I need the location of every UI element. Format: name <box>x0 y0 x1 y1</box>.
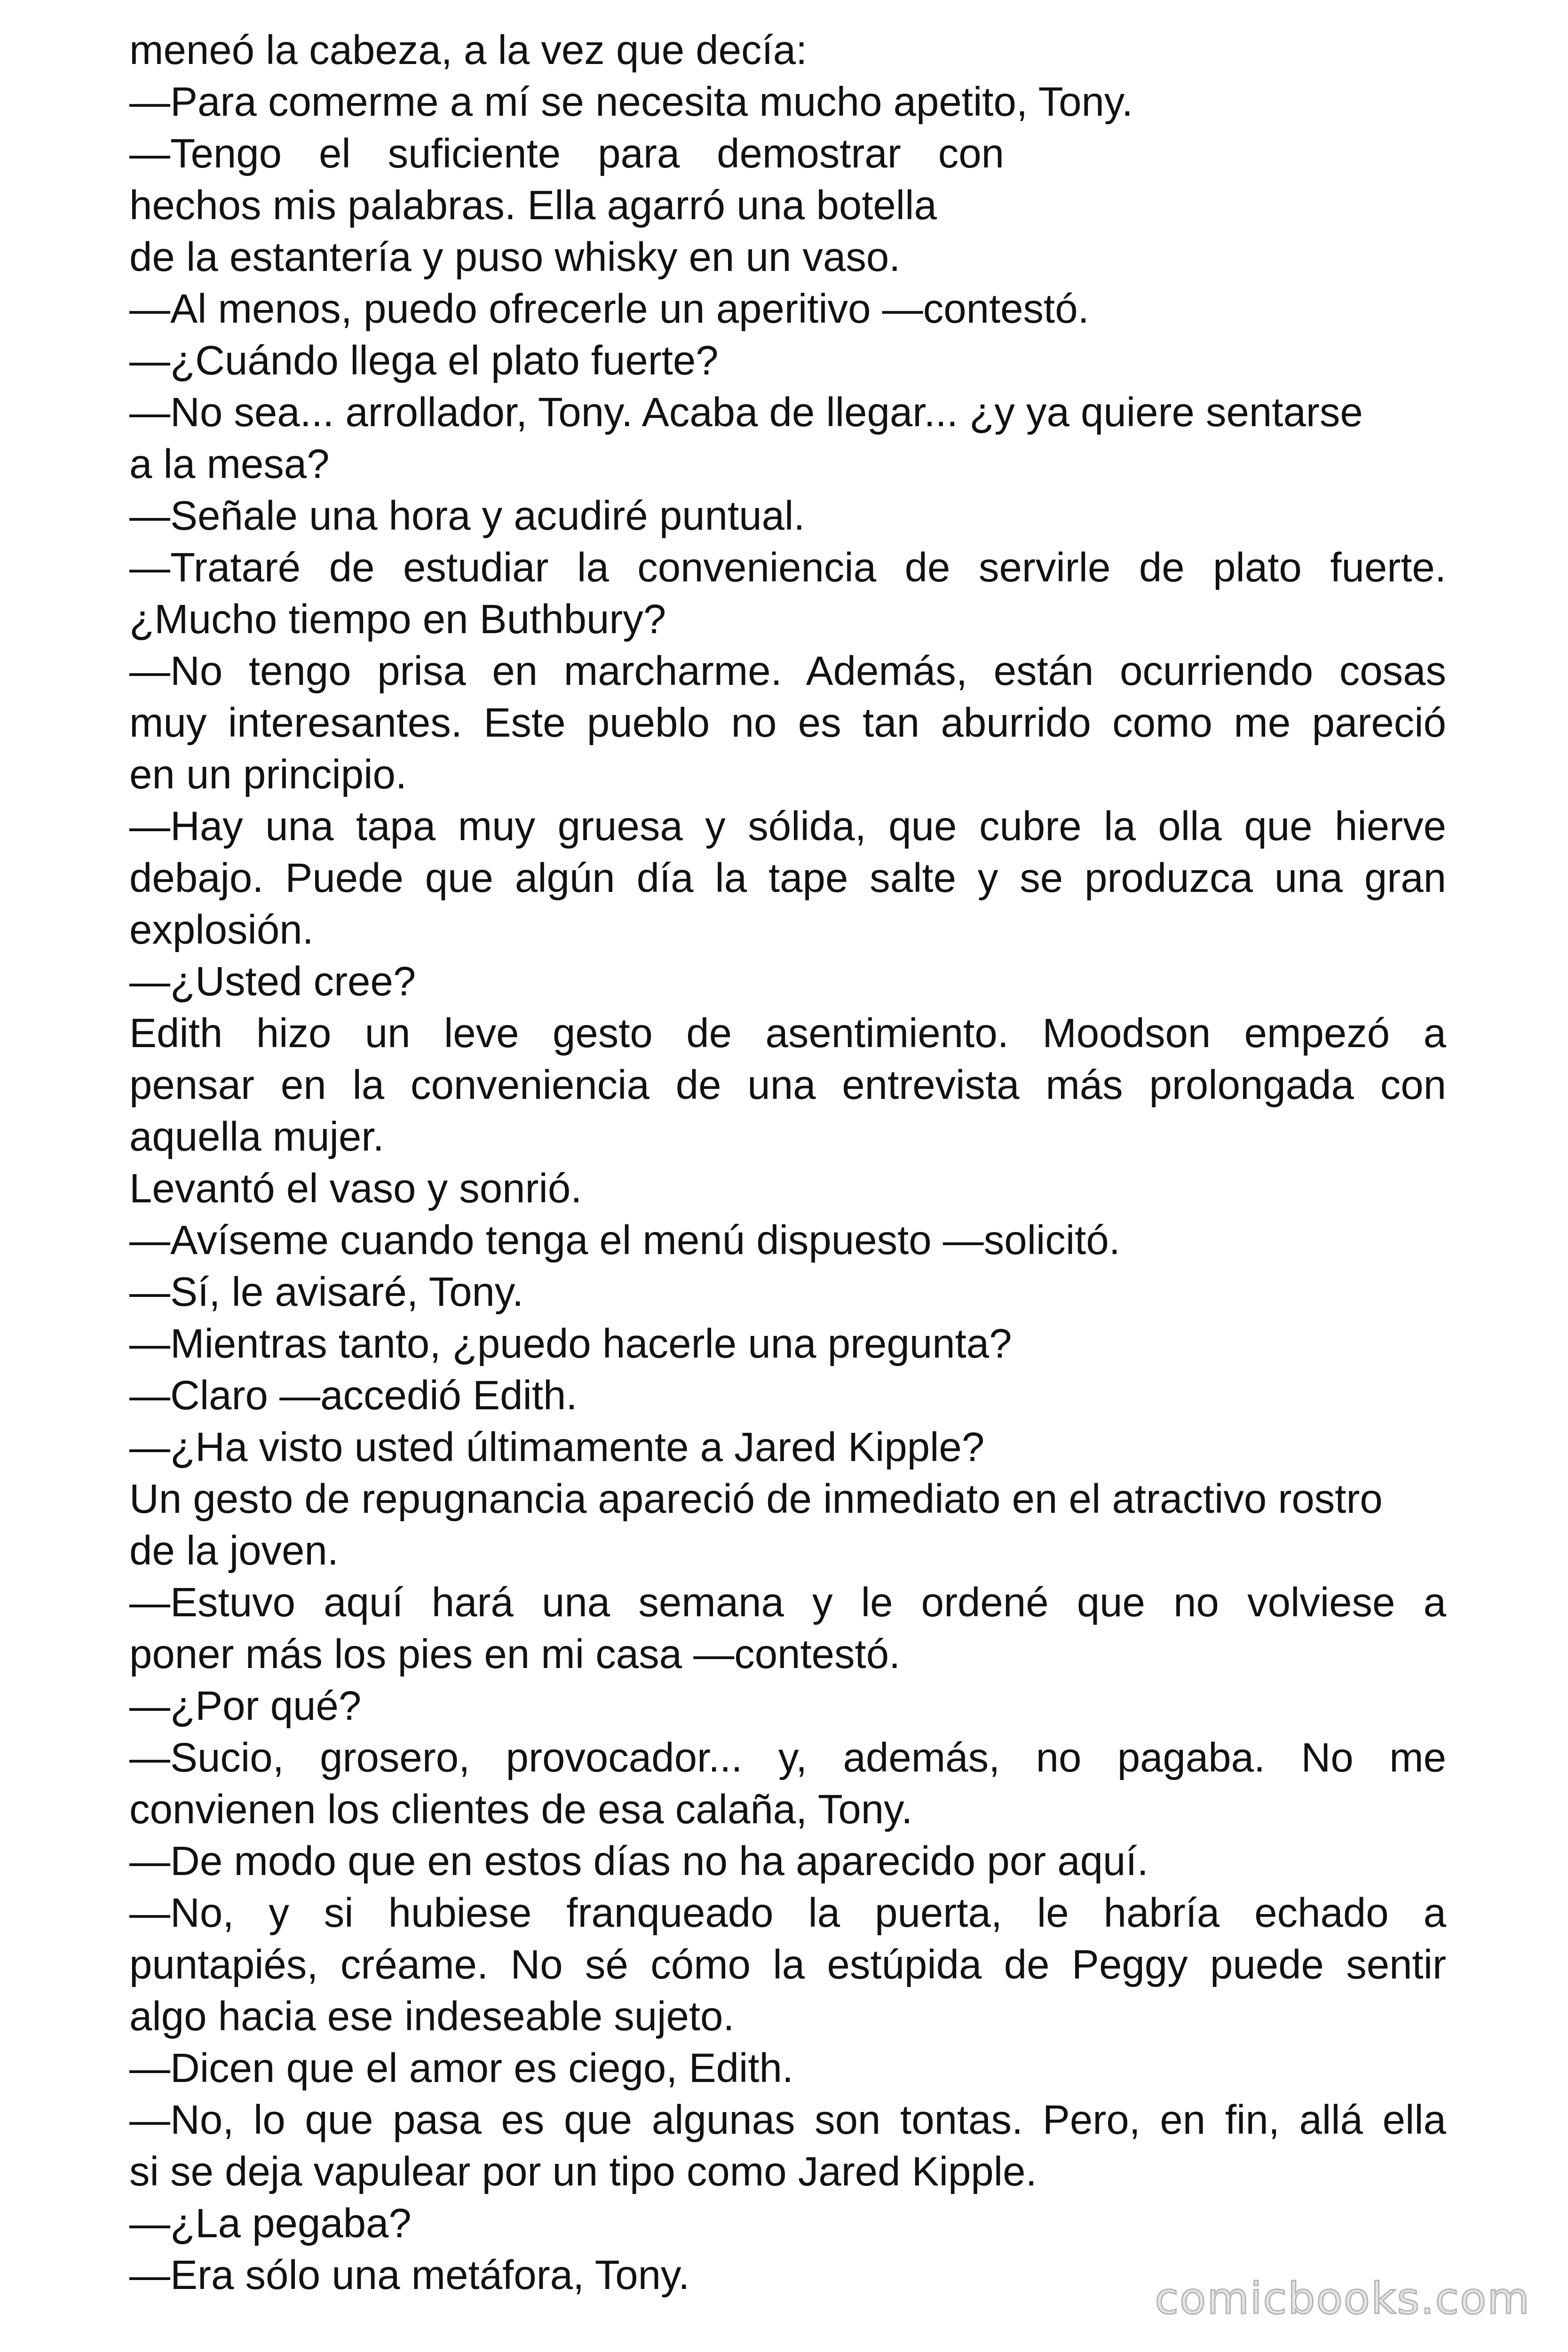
text-line: —Claro —accedió Edith. <box>129 1373 578 1418</box>
text-line: aquella mujer. <box>129 1114 384 1160</box>
text-line: —Avíseme cuando tenga el menú dispuesto —solicitó. <box>129 1217 1120 1263</box>
text-line: Un gesto de repugnancia apareció de inmediato en el atractivo rostro <box>129 1476 1383 1522</box>
text-line: de la estantería y puso whisky en un vaso. <box>129 234 901 280</box>
text-line: ¿Mucho tiempo en Buthbury? <box>129 596 666 642</box>
text-line: —No, y si hubiese franqueado la puerta, le habría echado a <box>129 1890 1446 1936</box>
text-line: —Era sólo una metáfora, Tony. <box>129 2252 690 2298</box>
text-line: Edith hizo un leve gesto de asentimiento. Moodson empezó a <box>129 1010 1446 1056</box>
text-line: —No, lo que pasa es que algunas son tontas. Pero, en fin, allá ella <box>129 2097 1446 2143</box>
text-line: hechos mis palabras. Ella agarró una botella <box>129 183 937 228</box>
watermark: comicbooks.com <box>1155 2273 1530 2324</box>
text-line: convienen los clientes de esa calaña, Tony. <box>129 1787 913 1832</box>
text-line: —¿Ha visto usted últimamente a Jared Kipple? <box>129 1424 985 1470</box>
text-line: meneó la cabeza, a la vez que decía: <box>129 27 808 73</box>
text-line: —Estuvo aquí hará una semana y le ordené que no volviese a <box>129 1580 1446 1625</box>
text-line: algo hacia ese indeseable sujeto. <box>129 1994 735 2039</box>
text-line: —No tengo prisa en marcharme. Además, están ocurriendo cosas <box>129 648 1446 694</box>
text-line: —Al menos, puedo ofrecerle un aperitivo —contestó. <box>129 286 1089 332</box>
text-line: —¿La pegaba? <box>129 2201 412 2246</box>
text-line: —Hay una tapa muy gruesa y sólida, que cubre la olla que hierve <box>129 803 1446 849</box>
text-line: —Trataré de estudiar la conveniencia de servirle de plato fuerte. <box>129 545 1446 590</box>
text-line: puntapiés, créame. No sé cómo la estúpida de Peggy puede sentir <box>129 1942 1446 1987</box>
text-line: —Dicen que el amor es ciego, Edith. <box>129 2045 794 2091</box>
text-line: a la mesa? <box>129 441 330 487</box>
text-line: —Para comerme a mí se necesita mucho apetito, Tony. <box>129 79 1133 125</box>
text-line: —Mientras tanto, ¿puedo hacerle una pregunta? <box>129 1321 1012 1367</box>
text-line: si se deja vapulear por un tipo como Jared Kipple. <box>129 2149 1037 2194</box>
text-line: pensar en la conveniencia de una entrevista más prolongada con <box>129 1062 1446 1108</box>
text-line: Levantó el vaso y sonrió. <box>129 1166 582 1211</box>
text-line: —¿Cuándo llega el plato fuerte? <box>129 338 719 383</box>
text-line: —De modo que en estos días no ha aparecido por aquí. <box>129 1838 1148 1884</box>
text-line: —¿Usted cree? <box>129 959 416 1004</box>
text-line: debajo. Puede que algún día la tape salte y se produzca una gran <box>129 855 1446 901</box>
text-line: en un principio. <box>129 752 407 797</box>
text-line: —Tengo el suficiente para demostrar con <box>129 131 1004 176</box>
text-line: muy interesantes. Este pueblo no es tan aburrido como me pareció <box>129 700 1446 746</box>
text-line: poner más los pies en mi casa —contestó. <box>129 1631 901 1677</box>
text-line: —Sí, le avisaré, Tony. <box>129 1269 524 1315</box>
text-line: explosión. <box>129 907 314 953</box>
text-line: —¿Por qué? <box>129 1683 362 1729</box>
body-text <box>129 24 1446 2301</box>
text-line: —Señale una hora y acudiré puntual. <box>129 493 805 539</box>
text-line: —No sea... arrollador, Tony. Acaba de llegar... ¿y ya quiere sentarse <box>129 389 1363 435</box>
text-line: de la joven. <box>129 1528 339 1573</box>
text-line: —Sucio, grosero, provocador... y, además, no pagaba. No me <box>129 1735 1446 1780</box>
